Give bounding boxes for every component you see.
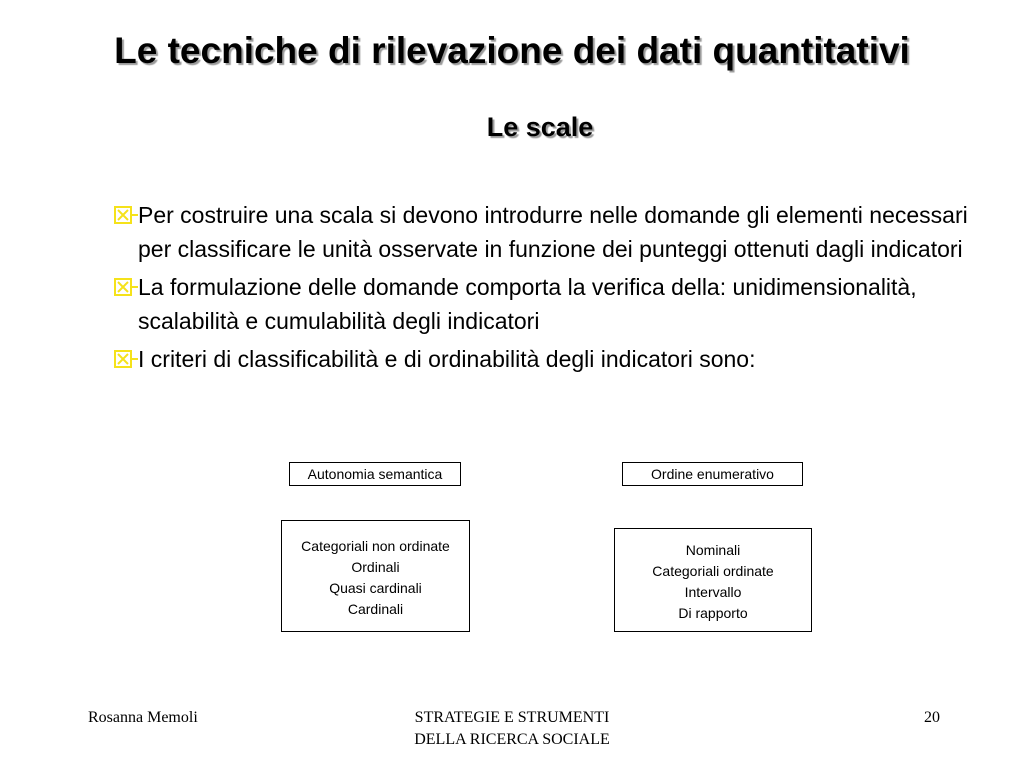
scale-item: Di rapporto [678,605,748,621]
slide-subtitle: Le scale [486,112,594,142]
bullet-item [112,198,1002,266]
scale-item: Ordinali [351,559,400,575]
bullet-list [112,198,1002,380]
bullet-text: Per costruire una scala si devono introdurre nelle domande gli elementi necessari per classificare le unità osservate in funzione dei punteggi ottenuti dagli indicatori [138,202,968,262]
scale-item: Nominali [685,542,741,558]
footer-course-line2: DELLA RICERCA SOCIALE [414,731,610,748]
bullet-text: La formulazione delle domande comporta la verifica della: unidimensionalità, scalabilità e cumulabilità degli indicatori [138,274,917,334]
header-label: Ordine enumerativo [651,466,774,482]
checkbox-x-icon [114,206,140,224]
scale-list-box-right [614,528,812,632]
scale-item: Categoriali ordinate [652,563,774,579]
scale-item: Quasi cardinali [329,580,422,596]
scale-item: Categoriali non ordinate [301,538,450,554]
header-box-ordine-enumerativo [622,462,803,486]
bullet-text: I criteri di classificabilità e di ordinabilità degli indicatori sono: [138,346,756,372]
page-number: 20 [924,709,940,726]
header-label: Autonomia semantica [307,466,443,482]
slide-title: Le tecniche di rilevazione dei dati quantitativi [114,30,910,71]
scale-item: Intervallo [684,584,742,600]
footer-author: Rosanna Memoli [88,709,198,726]
footer-course-line1: STRATEGIE E STRUMENTI [414,709,610,726]
scale-list-box-left [281,520,470,632]
checkbox-x-icon [114,278,140,296]
checkbox-x-icon [114,350,140,368]
bullet-item [112,342,1002,376]
bullet-item [112,270,1002,338]
header-box-autonomia-semantica [289,462,461,486]
footer-course [382,707,642,751]
scale-item: Cardinali [347,601,404,617]
